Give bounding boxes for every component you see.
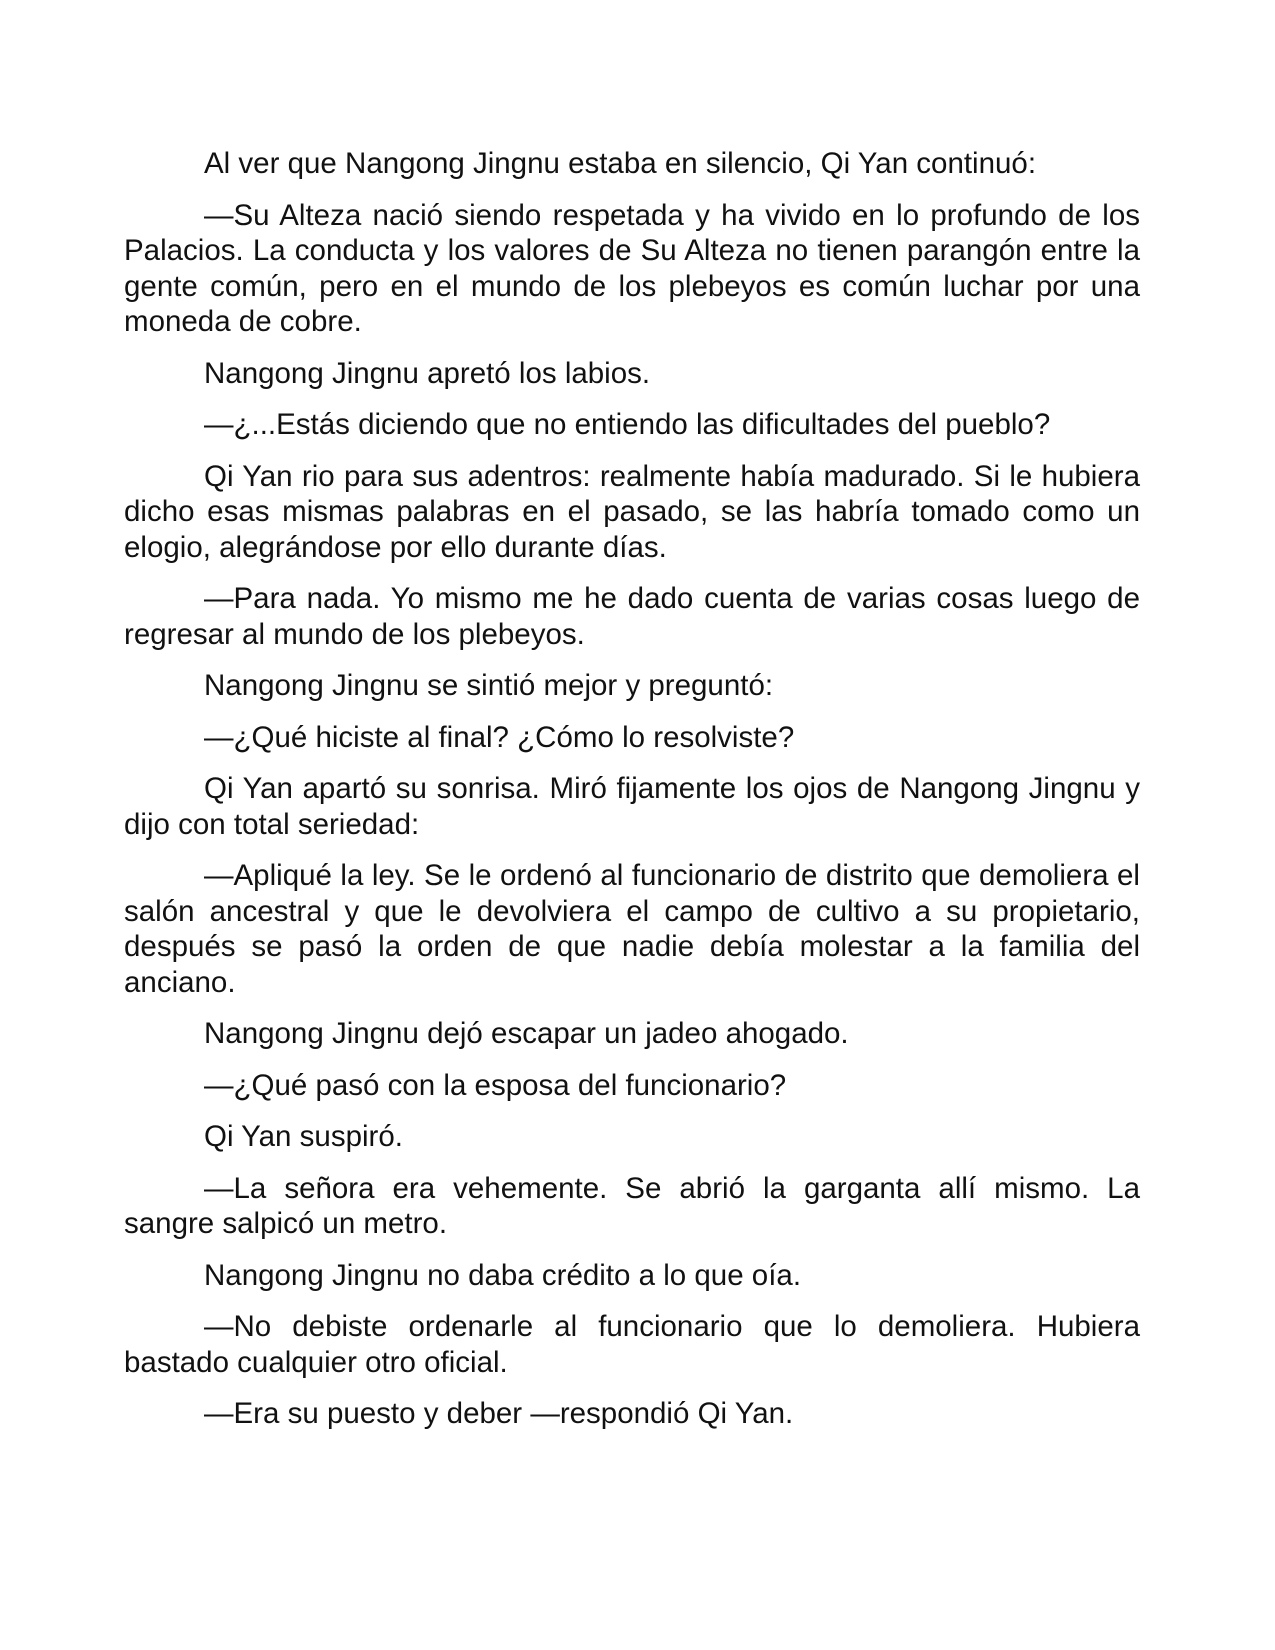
paragraph: Al ver que Nangong Jingnu estaba en silencio, Qi Yan continuó: xyxy=(204,147,1037,180)
paragraph: —Su Alteza nació siendo respetada y ha vivido en lo profundo de los Palacios. La conducta y los valores de Su Alteza no tienen parangón entre la gente común, pero en el mundo de los plebeyos es común luchar por una moneda de cobre. xyxy=(124,198,1140,338)
body-text xyxy=(124,146,1140,1448)
paragraph: —Apliqué la ley. Se le ordenó al funcionario de distrito que demoliera el salón ancestral y que le devolviera el campo de cultivo a su propietario, después se pasó la orden de que nadie debía molestar a la familia del anciano. xyxy=(124,859,1140,999)
paragraph: Qi Yan rio para sus adentros: realmente había madurado. Si le hubiera dicho esas mismas palabras en el pasado, se las habría tomado como un elogio, alegrándose por ello durante días. xyxy=(124,459,1140,564)
paragraph: —Para nada. Yo mismo me he dado cuenta de varias cosas luego de regresar al mundo de los plebeyos. xyxy=(124,582,1140,651)
paragraph: —No debiste ordenarle al funcionario que lo demoliera. Hubiera bastado cualquier otro oficial. xyxy=(124,1310,1140,1379)
paragraph: —¿Qué pasó con la esposa del funcionario? xyxy=(204,1068,787,1102)
paragraph: —¿Qué hiciste al final? ¿Cómo lo resolviste? xyxy=(204,720,795,754)
paragraph: Qi Yan apartó su sonrisa. Miró fijamente los ojos de Nangong Jingnu y dijo con total seriedad: xyxy=(124,772,1140,841)
paragraph: Nangong Jingnu dejó escapar un jadeo ahogado. xyxy=(204,1017,849,1050)
paragraph: —¿...Estás diciendo que no entiendo las dificultades del pueblo? xyxy=(204,408,1051,441)
paragraph: Nangong Jingnu apretó los labios. xyxy=(204,356,651,390)
paragraph: —La señora era vehemente. Se abrió la garganta allí mismo. La sangre salpicó un metro. xyxy=(124,1171,1140,1240)
paragraph: —Era su puesto y deber —respondió Qi Yan. xyxy=(204,1397,794,1430)
paragraph: Qi Yan suspiró. xyxy=(204,1120,403,1153)
paragraph: Nangong Jingnu no daba crédito a lo que oía. xyxy=(204,1258,802,1292)
paragraph: Nangong Jingnu se sintió mejor y preguntó: xyxy=(204,669,774,702)
